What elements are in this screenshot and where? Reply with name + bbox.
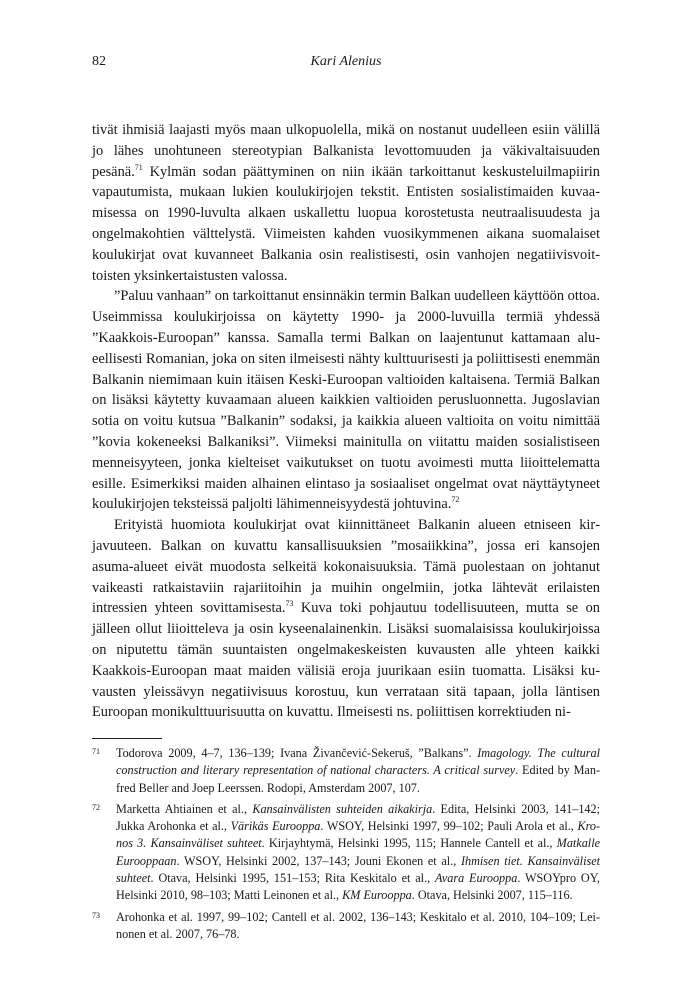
footnote-title: Kronos 3. Kansainväliset suhteet [116, 819, 601, 851]
running-head: Kari Alenius [310, 54, 382, 69]
paragraph-text: Kuva toki pohjautuu todellisuuteen, mutta se on jälleen ollut liioitteleva ja osin kyseenalainenkin. Lisäksi suomalaisissa koulukirjoissa on niputettu tämän suuntaisten ongelmakeskeisten kuvausten alle yhteen kaikki Kaakkois-Euroopan maat maiden välisiä eroja juurikaan esiin tuomatta. Lisäksi kuvausten yleissävyn negatiivisuus korostuu, kun verrataan sitä tapaan, jolla läntisen Euroopan monikulttuurisuutta on kuvattu. Ilmeisesti ns. poliittisen korrektiuden ni- [92, 600, 600, 721]
paragraph-text: Erityistä huomiota koulukirjat ovat kiinnittäneet Balkanin alueen etniseen kirjavuuteen. Balkan on kuvattu kansallisuuksien ”mosaiikkina”, jossa eri kansojen asuma-alueet eivät muodosta selkeitä kokonaisuuksia. Tämä puolestaan on johtanut vaikeasti ratkaistaviin rajariitoihin ja muihin ongelmiin, jotka lähtevät erilaisten intressien yhteen sovittamisesta. [92, 517, 600, 617]
footnote-title: Matkalle Eurooppaan [116, 836, 600, 868]
footnote-text: . WSOY, Helsinki 2002, 137–143; Jouni Ekonen et al., [176, 853, 461, 868]
page-number: 82 [92, 54, 106, 69]
paragraph-text: tivät ihmisiä laajasti myös maan ulkopuolella, mikä on nostanut uudelleen esiin välillä jo lähes unohtuneen stereotypian Balkanista levottomuuden ja väkivaltaisuuden pesänä. [92, 122, 600, 180]
footnote-ref[interactable]: 73 [285, 599, 294, 609]
footnote-72 [92, 801, 600, 905]
paragraph-text: Kylmän sodan päättyminen on niin ikään tarkoittanut keskusteluilmapiirin vapautumista, mukaan lukien koulukirjojen tekstit. Entisten sosialistimaiden kuvaamisessa on 1990-luvulta alkaen uskallettu luopua korostetusta neutraalisuudesta ja ongelmakohtien välttelystä. Viimeisten kahden vuosikymmenen aikana suomalaiset koulukirjat ovat kuvanneet Balkania osin realistisesti, osin vanhojen negatiivisvoittoisten yksinkertaistusten valossa. [92, 163, 600, 284]
paragraph [92, 515, 600, 723]
footnote-text: . WSOY, Helsinki 1997, 99–102; Pauli Arola et al., [320, 819, 578, 834]
footnote-ref[interactable]: 72 [451, 495, 460, 505]
footnote-number: 73 [92, 910, 100, 920]
page-header [92, 54, 600, 74]
body-text [92, 120, 600, 723]
footnote-73 [92, 909, 600, 944]
footnote-number: 72 [92, 802, 100, 812]
footnote-text: . Otava, Helsinki 2007, 115–116. [411, 888, 573, 903]
footnote-title: Avara Eurooppa [435, 871, 518, 886]
footnote-text: . Otava, Helsinki 1995, 151–153; Rita Keskitalo et al., [150, 871, 436, 886]
footnote-text: . Kirjayhtymä, Helsinki 1995, 115; Hannele Cantell et al., [261, 836, 557, 851]
footnote-text: . Edited by Manfred Beller and Joep Leerssen. Rodopi, Amsterdam 2007, 107. [116, 763, 600, 795]
paragraph [92, 120, 600, 286]
paragraph [92, 286, 600, 515]
footnote-71 [92, 745, 600, 797]
footnote-ref[interactable]: 71 [134, 162, 143, 172]
footnote-title: Imagology. The cultural construction and literary representation of national characters. A critical survey [116, 746, 601, 778]
footnote-number: 71 [92, 747, 100, 756]
footnote-text: Marketta Ahtiainen et al., [116, 801, 253, 816]
footnote-title: KM Eurooppa [342, 888, 412, 903]
footnote-text: Arohonka et al. 1997, 99–102; Cantell et al. 2002, 136–143; Keskitalo et al. 2010, 104–109; Leinonen et al. 2007, 76–78. [116, 909, 600, 941]
footnote-text: . WSOYpro OY, Helsinki 2010, 98–103; Matti Leinonen et al., [116, 871, 600, 903]
footnote-title: Ihmisen tiet. Kansainväliset suhteet [116, 853, 600, 886]
footnote-title: Kansainvälisten suhteiden aikakirja [252, 801, 433, 816]
paragraph-text: ”Paluu vanhaan” on tarkoittanut ensinnäkin termin Balkan uudelleen käyttöön ottoa. Useimmissa koulukirjoissa on käytetty 1990- ja 2000-luvuilla termiä yhdessä ”Kaakkois-Euroopan” kanssa. Samalla termi Balkan on laajentunut kattamaan alueellisesti Romanian, joka on siten ilmeisesti nähty kulttuurisesti ja poliittisesti enemmän Balkanin niemimaan kuin itäisen Keski-Euroopan valtioiden kaltaisena. Termiä Balkan on lisäksi käytetty kuvaamaan alueen kaikkien valtioiden perusluonnetta. Jugoslavian sotia on voitu kutsua ”Balkanin” sodaksi, ja kaikkia alueen valtioita on voitu nimittää ”kovia kokeneeksi Balkaniksi”. Viimeksi mainitulla on viitattu maiden sosialistiseen menneisyyteen, jonka kielteiset vaikutukset on tuotu avoimesti mutta liioittelematta esille. Esimerkiksi maiden alhainen elintaso ja sosiaaliset ongelmat ovat näyttäytyneet koulukirjojen teksteissä paljolti lähimenneisyydestä johtuvina. [92, 288, 600, 513]
footnote-separator [92, 738, 162, 739]
footnote-text: Todorova 2009, 4–7, 136–139; Ivana Živančević-Sekeruš, ”Balkans”. [116, 746, 478, 760]
footnote-text: . Edita, Helsinki 2003, 141–142; Jukka Arohonka et al., [116, 801, 601, 834]
footnotes [92, 745, 600, 947]
footnote-title: Värikäs Eurooppa [230, 819, 321, 834]
